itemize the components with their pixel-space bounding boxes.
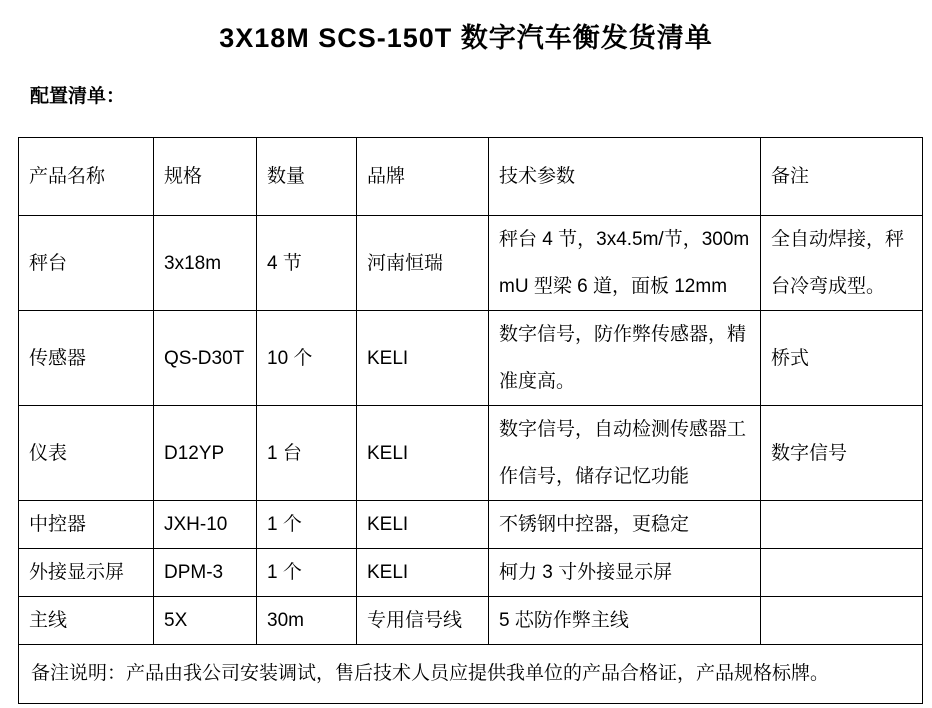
col-header-remark: 备注 xyxy=(761,138,923,216)
cell-spec: 3x18m xyxy=(154,216,257,311)
cell-quantity: 10 个 xyxy=(257,311,357,406)
table-row-sensor xyxy=(19,311,923,406)
cell-remark xyxy=(761,597,923,645)
col-header-product-name: 产品名称 xyxy=(19,138,154,216)
cell-product-name: 主线 xyxy=(19,597,154,645)
cell-product-name: 中控器 xyxy=(19,501,154,549)
cell-quantity: 1 台 xyxy=(257,406,357,501)
cell-quantity: 1 个 xyxy=(257,549,357,597)
config-list-label: 配置清单： xyxy=(30,86,126,107)
table-row-junction-box xyxy=(19,501,923,549)
table-row-external-display xyxy=(19,549,923,597)
table-footer-row xyxy=(19,645,923,704)
cell-tech-params: 不锈钢中控器，更稳定 xyxy=(489,501,761,549)
cell-remark: 全自动焊接，秤台冷弯成型。 xyxy=(761,216,923,311)
cell-quantity: 1 个 xyxy=(257,501,357,549)
cell-remark: 数字信号 xyxy=(761,406,923,501)
col-header-spec: 规格 xyxy=(154,138,257,216)
cell-brand: 河南恒瑞 xyxy=(357,216,489,311)
page-title: 3X18M SCS-150T 数字汽车衡发货清单 xyxy=(219,23,713,53)
cell-remark xyxy=(761,501,923,549)
cell-product-name: 秤台 xyxy=(19,216,154,311)
col-header-tech-params: 技术参数 xyxy=(489,138,761,216)
cell-tech-params: 秤台 4 节，3x4.5m/节，300mmU 型梁 6 道，面板 12mm xyxy=(489,216,761,311)
cell-product-name: 传感器 xyxy=(19,311,154,406)
cell-spec: 5X xyxy=(154,597,257,645)
remark-note: 备注说明：产品由我公司安装调试，售后技术人员应提供我单位的产品合格证，产品规格标牌。 xyxy=(19,645,923,704)
cell-remark: 桥式 xyxy=(761,311,923,406)
cell-brand: 专用信号线 xyxy=(357,597,489,645)
cell-tech-params: 5 芯防作弊主线 xyxy=(489,597,761,645)
cell-brand: KELI xyxy=(357,406,489,501)
cell-brand: KELI xyxy=(357,311,489,406)
cell-spec: D12YP xyxy=(154,406,257,501)
table-header-row xyxy=(19,138,923,216)
cell-quantity: 4 节 xyxy=(257,216,357,311)
spec-table xyxy=(18,137,923,704)
cell-spec: JXH-10 xyxy=(154,501,257,549)
col-header-quantity: 数量 xyxy=(257,138,357,216)
cell-product-name: 仪表 xyxy=(19,406,154,501)
cell-spec: DPM-3 xyxy=(154,549,257,597)
cell-quantity: 30m xyxy=(257,597,357,645)
cell-brand: KELI xyxy=(357,549,489,597)
cell-product-name: 外接显示屏 xyxy=(19,549,154,597)
cell-tech-params: 数字信号，防作弊传感器，精准度高。 xyxy=(489,311,761,406)
table-row-platform xyxy=(19,216,923,311)
cell-tech-params: 柯力 3 寸外接显示屏 xyxy=(489,549,761,597)
cell-remark xyxy=(761,549,923,597)
table-row-indicator xyxy=(19,406,923,501)
table-row-main-cable xyxy=(19,597,923,645)
cell-spec: QS-D30T xyxy=(154,311,257,406)
cell-tech-params: 数字信号，自动检测传感器工作信号，储存记忆功能 xyxy=(489,406,761,501)
cell-brand: KELI xyxy=(357,501,489,549)
col-header-brand: 品牌 xyxy=(357,138,489,216)
